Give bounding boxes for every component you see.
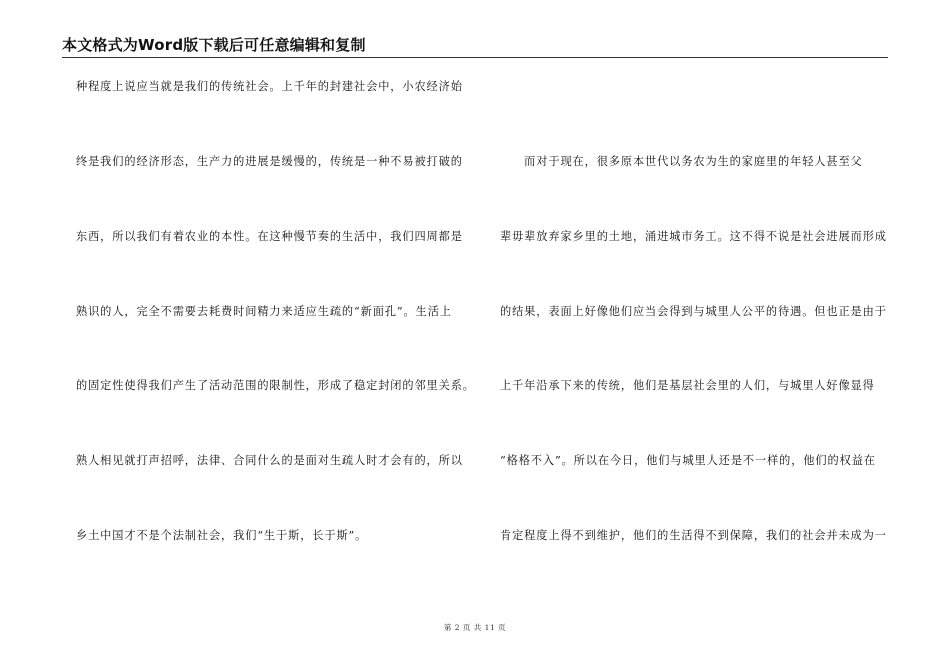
- left-line-7: 乡土中国才不是个法制社会，我们“生于斯，长于斯”。: [76, 529, 368, 542]
- left-line-4: 熟识的人，完全不需要去耗费时间精力来适应生疏的“新面孔”。生活上: [76, 305, 452, 318]
- left-line-3: 东西，所以我们有着农业的本性。在这种慢节奏的生活中，我们四周都是: [76, 230, 463, 243]
- left-line-1: 种程度上说应当就是我们的传统社会。上千年的封建社会中，小农经济始: [76, 80, 463, 93]
- left-line-2: 终是我们的经济形态，生产力的进展是缓慢的，传统是一种不易被打破的: [76, 155, 463, 168]
- right-line-2: 辈毋辈放弃家乡里的土地，涌进城市务工。这不得不说是社会进展而形成: [500, 230, 887, 243]
- right-line-1: 而对于现在，很多原本世代以务农为生的家庭里的年轻人甚至父: [500, 155, 863, 168]
- right-line-5: “格格不入”。所以在今日，他们与城里人还是不一样的，他们的权益在: [500, 454, 876, 467]
- right-line-6: 肯定程度上得不到维护，他们的生活得不到保障，我们的社会并未成为一: [500, 529, 887, 542]
- right-line-3: 的结果，表面上好像他们应当会得到与城里人公平的待遇。但也正是由于: [500, 305, 887, 318]
- page-number-footer: 第 2 页 共 11 页: [443, 623, 507, 632]
- left-line-5: 的固定性使得我们产生了活动范围的限制性，形成了稳定封闭的邻里关系。: [76, 379, 475, 392]
- left-line-6: 熟人相见就打声招呼，法律、合同什么的是面对生疏人时才会有的，所以: [76, 454, 463, 467]
- header-divider: [62, 57, 888, 58]
- right-line-4: 上千年沿承下来的传统，他们是基层社会里的人们，与城里人好像显得: [500, 379, 875, 392]
- document-header-title: 本文格式为Word版下载后可任意编辑和复制: [62, 36, 366, 54]
